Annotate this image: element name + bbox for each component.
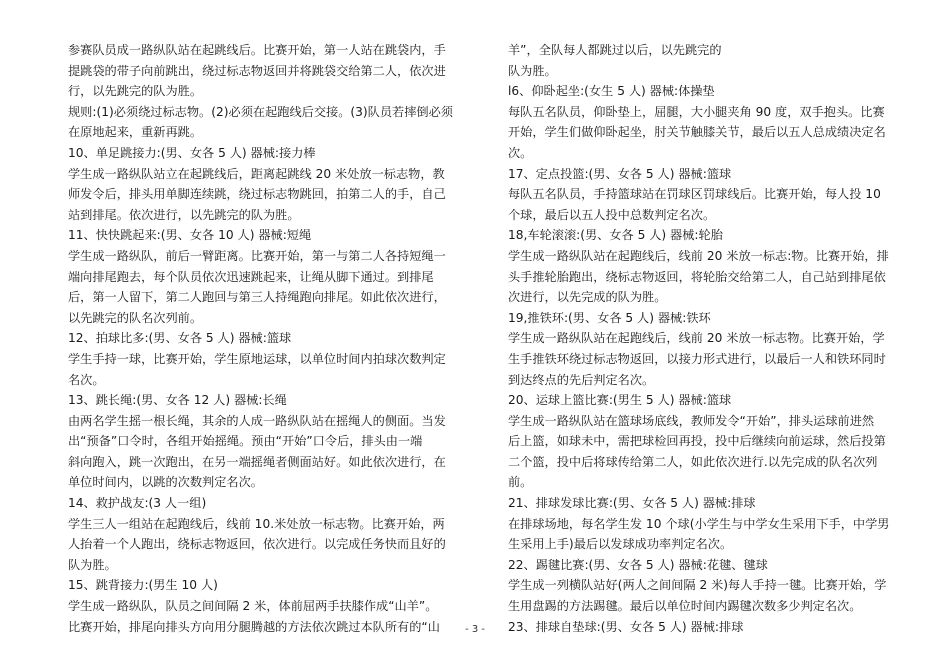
left-text-line: 规则:(1)必须绕过标志物。(2)必须在起跑线后交接。(3)队员若摔倒必须: [68, 104, 453, 119]
right-text-line: 生手推铁环绕过标志物返回，以接力形式进行，以最后一人和铁环同时: [508, 351, 886, 366]
right-text-line: 生用盘踢的方法踢毽。最后以单位时间内踢毽次数多少判定名次。: [508, 599, 862, 614]
right-text-line: 开始，学生们做仰卧起坐，肘关节触膝关节，最后以五人总成绩决定名: [508, 125, 886, 140]
left-text-line: 站到排尾。依次进行，以先跳完的队为胜。: [68, 207, 300, 222]
right-text-line: 前。: [508, 475, 533, 490]
left-text-line: 15、跳背接力:(男生 10 人): [68, 578, 218, 593]
right-text-line: 羊”，全队每人都跳过以后，以先跳完的: [508, 43, 722, 57]
right-text-line: 17、定点投篮:(男、女各 5 人) 器械:篮球: [508, 166, 732, 181]
right-text-line: l6、仰卧起坐:(女生 5 人) 器械:体操垫: [508, 84, 715, 99]
right-text-line: 头手推轮胎跑出，绕标志物返回，将轮胎交给第二人，自己站到排尾依: [508, 269, 886, 284]
right-text-line: 到达终点的先后判定名次。: [508, 372, 655, 387]
left-text-line: 学生手持一球，比赛开始，学生原地运球，以单位时间内拍球次数判定: [68, 351, 446, 366]
left-text-line: 人抬着一个人跑出，绕标志物返回，依次进行。以完成任务快而且好的: [68, 537, 446, 552]
right-text-line: 19,推铁环:(男、女各 5 人) 器械:铁环: [508, 310, 711, 325]
left-text-line: 后，第一人留下，第二人跑回与第三人持绳跑向排尾。如此依次进行，: [68, 290, 446, 305]
right-text-line: 每队五名队员，手持篮球站在罚球区罚球线后。比赛开始，每人投 10: [508, 187, 881, 202]
right-text-line: 学生成一列横队站好(两人之间间隔 2 米)每人手持一毽。比赛开始，学: [508, 578, 887, 593]
left-text-line: 由两名学生摇一根长绳，其余的人成一路纵队站在摇绳人的侧面。当发: [68, 413, 446, 428]
right-text-line: 20、运球上篮比赛:(男生 5 人) 器械:篮球: [508, 393, 732, 408]
page-number: - 3 -: [465, 624, 485, 635]
left-text-line: 单位时间内，以跳的次数判定名次。: [68, 475, 263, 490]
left-text-line: 14、救护战友:(3 人一组): [68, 496, 207, 511]
right-text-line: 二个篮，投中后将球传给第二人，如此依次进行.以先完成的队名次列: [508, 454, 878, 469]
left-text-line: 比赛开始，排尾向排头方向用分腿腾越的方法依次跳过本队所有的“山: [68, 619, 440, 634]
right-text-line: 学生成一路纵队站在起跑线后，线前 20 米放一标志物。比赛开始，学: [508, 331, 885, 346]
left-text-line: 12、拍球比多:(男、女各 5 人) 器械:篮球: [68, 331, 292, 346]
left-column: [68, 40, 478, 637]
right-text-line: 次进行，以先完成的队为胜。: [508, 290, 667, 305]
right-text-line: 个球，最后以五人投中总数判定名次。: [508, 207, 716, 222]
right-text-line: 生采用上手)最后以发球成功率判定名次。: [508, 537, 733, 552]
right-column: [508, 40, 918, 637]
right-text-line: 在排球场地，每名学生发 10 个球(小学生与中学女生采用下手，中学男: [508, 516, 890, 531]
right-text-line: 后上篮，如球未中，需把球检回再投，投中后继续向前运球，然后投第: [508, 434, 886, 449]
left-text-line: 学生成一路纵队，队员之间间隔 2 米，体前屈两手扶膝作成“山羊”。: [68, 599, 438, 614]
left-text-line: 行，以先跳完的队为胜。: [68, 84, 203, 99]
right-text-line: 22、踢毽比赛:(男、女各 5 人) 器械:花毽、毽球: [508, 557, 768, 572]
right-text-line: 队为胜。: [508, 63, 557, 78]
left-text-line: 在原地起来，重新再跳。: [68, 125, 203, 140]
left-text-line: 名次。: [68, 372, 105, 387]
left-text-line: 学生成一路纵队，前后一臂距离。比赛开始，第一与第二人各持短绳一: [68, 248, 446, 263]
left-text-line: 学生成一路纵队站立在起跳线后，距离起跳线 20 米处放一标志物，教: [68, 166, 445, 181]
right-text-line: 学生成一路纵队站在起跑线后，线前 20 米放一标志:物。比赛开始，排: [508, 248, 889, 263]
right-text-line: 18,车轮滚滚:(男、女各 5 人) 器械:轮胎: [508, 228, 723, 243]
right-text-line: 次。: [508, 145, 533, 160]
left-text-line: 学生三人一组站在起跑线后，线前 10.米处放一标志物。比赛开始，两: [68, 516, 445, 531]
left-text-line: 队为胜。: [68, 557, 117, 572]
right-text-line: 学生成一路纵队站在篮球场底线，教师发令“开始”，排头运球前进然: [508, 413, 875, 428]
left-text-line: 10、单足跳接力:(男、女各 5 人) 器械:接力棒: [68, 145, 316, 160]
left-text-line: 出“预备”口令时，各组开始摇绳。预由“开始”口令后，排头由一端: [68, 434, 423, 449]
left-text-line: 斜向跑入，跳一次跑出，在另一端摇绳者侧面站好。如此依次进行，在: [68, 454, 446, 469]
left-text-line: 13、跳长绳:(男、女各 12 人) 器械:长绳: [68, 393, 287, 408]
right-text-line: 23、排球自垫球:(男、女各 5 人) 器械:排球: [508, 619, 744, 634]
left-text-line: 师发令后，排头用单脚连续跳，绕过标志物跳回，拍第二人的手，自己: [68, 187, 446, 202]
left-text-line: 参赛队员成一路纵队站在起跳线后。比赛开始，第一人站在跳袋内，手: [68, 43, 446, 57]
right-text-line: 21、排球发球比赛:(男、女各 5 人) 器械:排球: [508, 496, 756, 511]
left-text-line: 端向排尾跑去，每个队员依次迅速跳起来，让绳从脚下通过。到排尾: [68, 269, 434, 284]
left-text-line: 提跳袋的带子向前跳出，绕过标志物返回并将跳袋交给第二人，依次进: [68, 63, 446, 78]
left-text-line: 以先跳完的队名次列前。: [68, 310, 203, 325]
right-text-line: 每队五名队员，仰卧垫上，屈腿，大小腿夹角 90 度，双手抱头。比赛: [508, 104, 885, 119]
left-text-line: 11、快快跳起来:(男、女各 10 人) 器械:短绳: [68, 228, 312, 243]
